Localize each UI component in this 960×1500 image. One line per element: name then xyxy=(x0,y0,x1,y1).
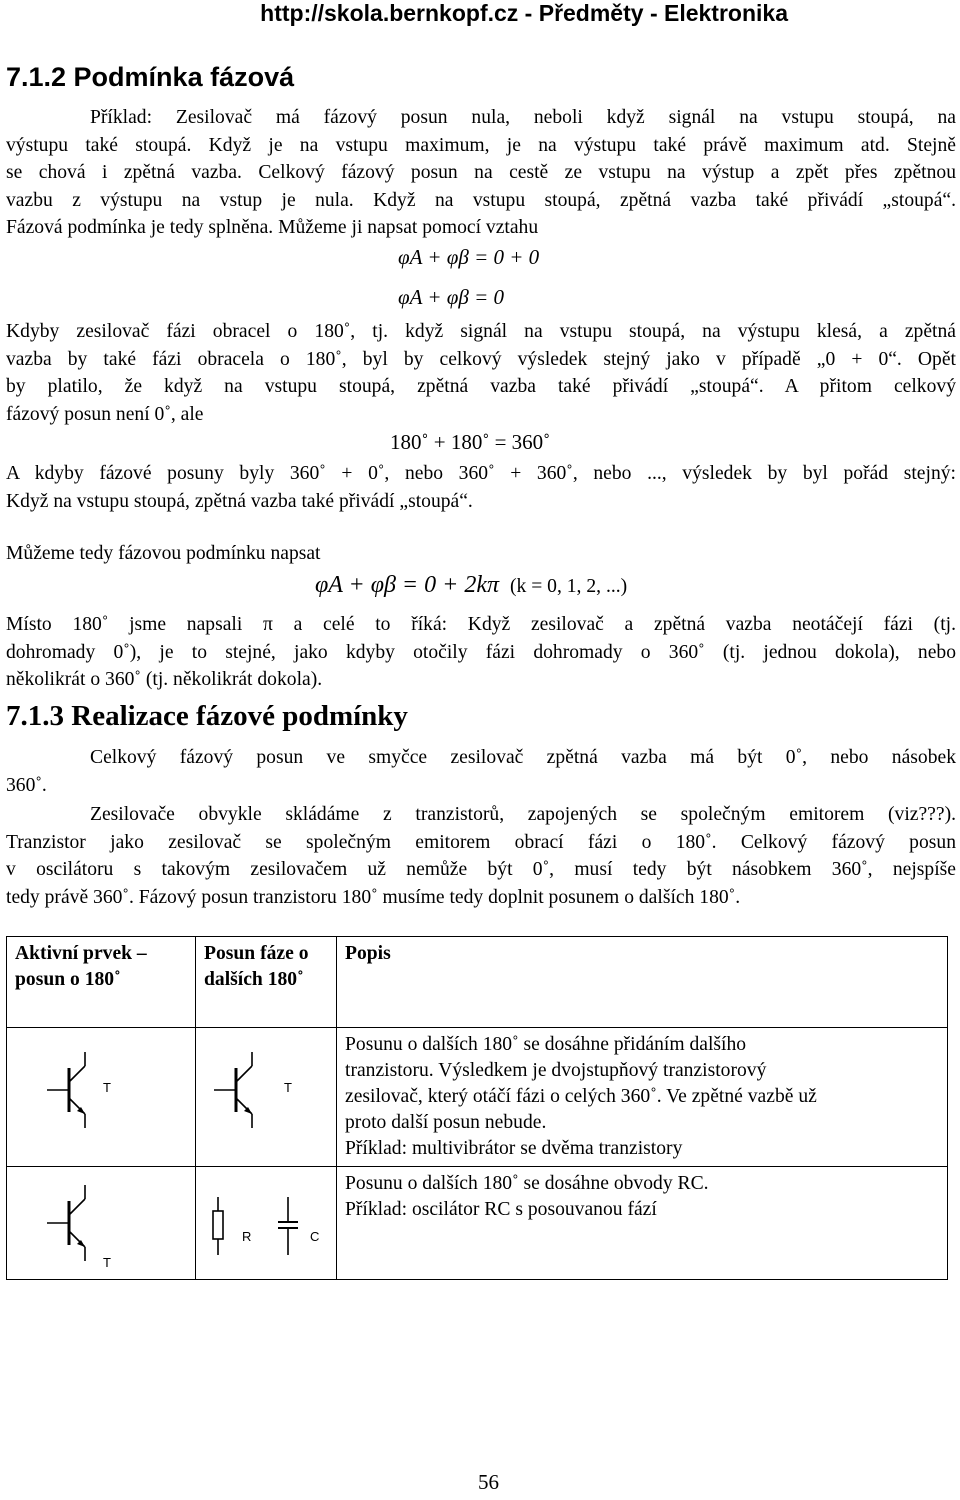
equation-4-note: (k = 0, 1, 2, ...) xyxy=(510,576,628,597)
text-line: Tranzistor jako zesilovač se společným emitorem obrací fázi o 180˚. Celkový fázový posun xyxy=(6,831,956,853)
paragraph-phase-intro xyxy=(6,104,956,242)
resistor-label: R xyxy=(242,1229,252,1244)
paragraph-pi xyxy=(6,611,956,694)
equation-1: φA + φβ = 0 + 0 xyxy=(398,245,540,269)
text-line: 360˚. xyxy=(6,774,47,796)
resistor-icon xyxy=(213,1211,223,1239)
text-line: v oscilátoru s takovým zesilovačem už nemůže být 0˚, musí tedy být násobkem 360˚, nejspíše xyxy=(6,859,956,881)
cell-description-2 xyxy=(337,1167,948,1280)
text-line: vazba by také fázi obracela o 180˚, byl by celkový výsledek stejný jako v případě „0 + 0“. Opět xyxy=(6,348,956,370)
paragraph-realization-1 xyxy=(6,744,956,799)
text-line: Fázová podmínka je tedy splněna. Můžeme ji napsat pomocí vztahu xyxy=(6,217,539,239)
transistor-symbol-icon xyxy=(7,1167,195,1279)
capacitor-label: C xyxy=(310,1229,320,1244)
table-header-description: Popis xyxy=(337,937,948,1028)
equation-2: φA + φβ = 0 xyxy=(398,285,504,309)
section-title-7-1-3: 7.1.3 Realizace fázové podmínky xyxy=(6,700,408,732)
text-line: fázový posun není 0˚, ale xyxy=(6,403,204,425)
equation-4: φA + φβ = 0 + 2kπ xyxy=(315,572,499,598)
transistor-label: T xyxy=(284,1080,292,1095)
text-line: Zesilovače obvykle skládáme z tranzistorů, zapojených se společným emitorem (viz???). xyxy=(90,804,956,825)
transistor-symbol-icon xyxy=(7,1028,195,1148)
table-header-shift: Posun fáze o dalších 180˚ xyxy=(196,937,337,1028)
text-line: Kdyby zesilovač fázi obracel o 180˚, tj. když signál na vstupu stoupá, na výstupu klesá, a zpětná xyxy=(6,321,956,342)
paragraph-inversion xyxy=(6,318,956,428)
phase-shift-table xyxy=(6,936,948,1280)
table-header-row xyxy=(7,937,948,1028)
text-line: by platilo, že když na vstupu stoupá, zpětná vazba také přivádí „stoupá“. A přitom celkový xyxy=(6,376,956,398)
transistor-symbol-icon xyxy=(196,1028,336,1148)
transistor-label: T xyxy=(103,1080,111,1095)
cell-transistor-2 xyxy=(196,1028,337,1167)
text-line: několikrát o 360˚ (tj. několikrát dokola). xyxy=(6,669,323,691)
page-number: 56 xyxy=(478,1470,499,1494)
cell-rc-network xyxy=(196,1167,337,1280)
text-line: výstupu také stoupá. Když je na vstupu maximum, je na výstupu také právě maximum atd. Stejně xyxy=(6,134,956,156)
description-line: Příklad: oscilátor RC s posouvanou fází xyxy=(345,1199,657,1220)
equation-3: 180˚ + 180˚ = 360˚ xyxy=(390,430,551,454)
text-line: vazbu z výstupu na vstup je nula. Když na vstupu stoupá, zpětná vazba také přivádí „stoupá“. xyxy=(6,189,956,211)
table-row xyxy=(7,1167,948,1280)
section-title-7-1-2: 7.1.2 Podmínka fázová xyxy=(6,62,295,92)
description-line: zesilovač, který otáčí fázi o celých 360˚. Ve zpětné vazbě už xyxy=(345,1086,817,1107)
text-line: se chová i zpětná vazba. Celkový fázový posun na cestě ze vstupu na výstup a zpět přes zpětnou xyxy=(6,162,956,184)
description-line: proto další posun nebude. xyxy=(345,1112,547,1133)
table-row xyxy=(7,1028,948,1167)
transistor-label: T xyxy=(103,1255,111,1270)
cell-transistor-3 xyxy=(7,1167,196,1280)
paragraph-multiples xyxy=(6,460,956,515)
text-line: A kdyby fázové posuny byly 360˚ + 0˚, nebo 360˚ + 360˚, nebo ..., výsledek by byl pořád stejný: xyxy=(6,463,956,484)
table-header-active: Aktivní prvek – posun o 180˚ xyxy=(7,937,196,1028)
text-line: Místo 180˚ jsme napsali π a celé to říká: Když zesilovač a zpětná vazba neotáčejí fázi (tj. xyxy=(6,614,956,635)
text-line: Můžeme tedy fázovou podmínku napsat xyxy=(6,543,321,564)
paragraph-realization-2 xyxy=(6,801,956,911)
description-line: tranzistoru. Výsledkem je dvojstupňový tranzistorový xyxy=(345,1060,767,1081)
description-line: Příklad: multivibrátor se dvěma tranzistory xyxy=(345,1138,683,1159)
page-header: http://skola.bernkopf.cz - Předměty - Elektronika xyxy=(260,0,788,26)
text-line: Když na vstupu stoupá, zpětná vazba také přivádí „stoupá“. xyxy=(6,490,473,512)
rc-network-icon xyxy=(196,1167,336,1279)
description-line: Posunu o dalších 180˚ se dosáhne přidáním dalšího xyxy=(345,1034,747,1055)
paragraph-condition xyxy=(6,540,956,568)
text-line: dohromady 0˚), je to stejné, jako kdyby otočily fázi dohromady o 360˚ (tj. jednou dokola), nebo xyxy=(6,641,956,663)
text-line: tedy právě 360˚. Fázový posun tranzistoru 180˚ musíme tedy doplnit posunem o dalších 180˚. xyxy=(6,886,741,908)
text-line: Příklad: Zesilovač má fázový posun nula, neboli když signál na vstupu stoupá, na xyxy=(90,107,956,128)
cell-description-1 xyxy=(337,1028,948,1167)
text-line: Celkový fázový posun ve smyčce zesilovač zpětná vazba má být 0˚, nebo násobek xyxy=(90,747,956,768)
cell-transistor-1 xyxy=(7,1028,196,1167)
description-line: Posunu o dalších 180˚ se dosáhne obvody RC. xyxy=(345,1173,709,1194)
